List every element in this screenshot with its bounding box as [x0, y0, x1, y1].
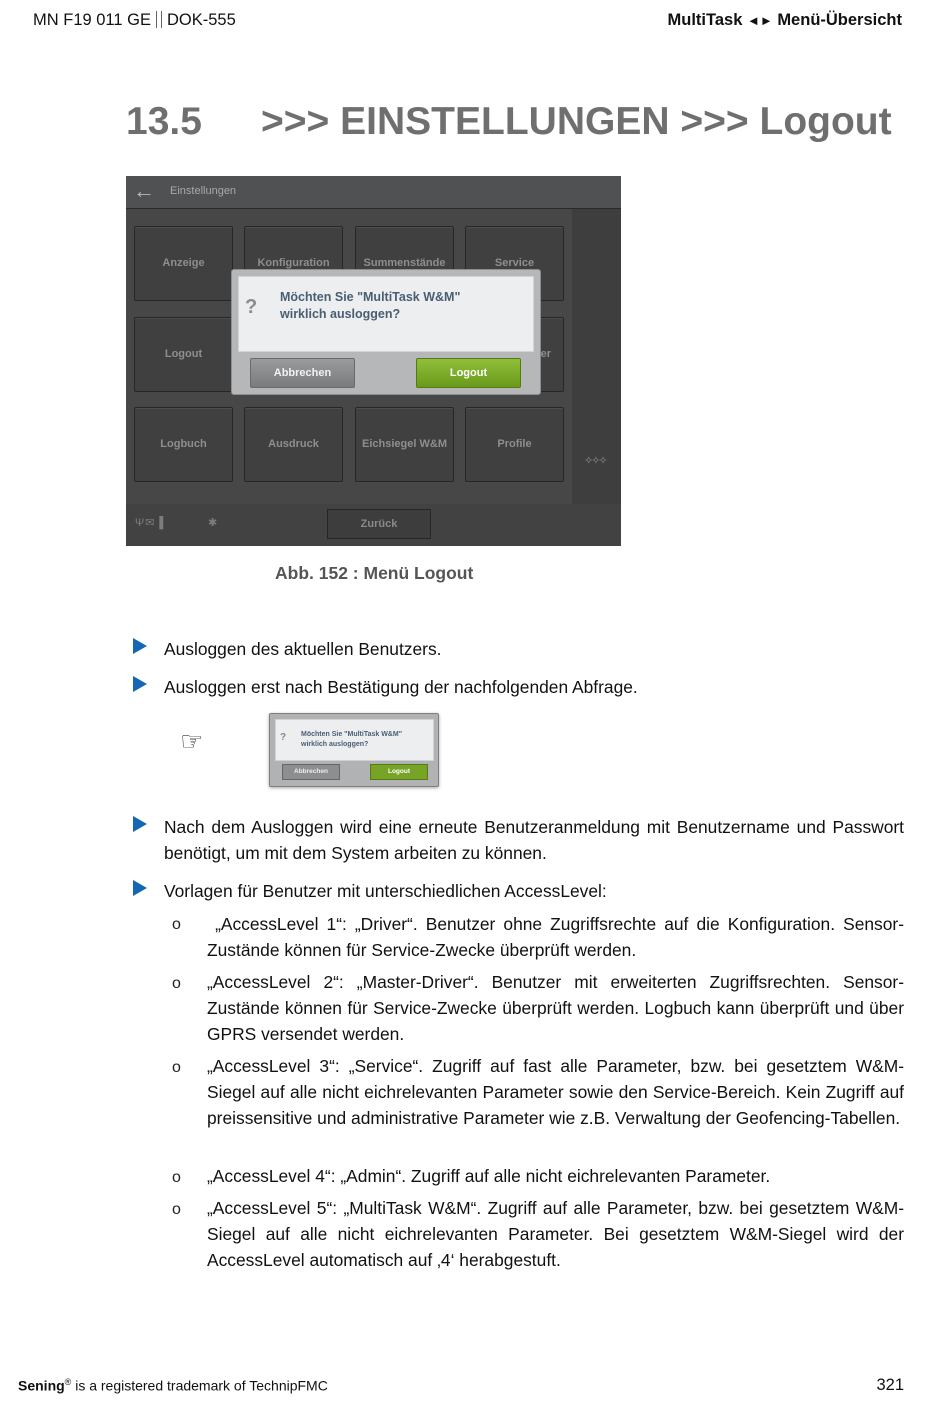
back-arrow-icon[interactable]: ←	[133, 178, 155, 203]
doc-ref: DOK-555	[167, 11, 236, 29]
tile-logbuch[interactable]: Logbuch	[134, 407, 233, 482]
tile-ausdruck[interactable]: Ausdruck	[244, 407, 343, 482]
bullet-arrow-icon	[133, 816, 147, 832]
sub-bullet-marker: o	[172, 916, 181, 933]
sub-bullet-marker: o	[172, 1059, 181, 1076]
footer-trademark-text: is a registered trademark of TechnipFMC	[71, 1377, 328, 1394]
dialog-message-line2: wirklich ausloggen?	[280, 307, 401, 321]
sub-bullet-marker: o	[172, 1201, 181, 1218]
footer-brand: Sening	[18, 1377, 65, 1394]
question-icon: ?	[245, 296, 258, 318]
header-navigation	[668, 11, 902, 30]
tile-profile[interactable]: Profile	[465, 407, 564, 482]
logout-button[interactable]: Logout	[416, 358, 521, 388]
tile-eichsiegel[interactable]: Eichsiegel W&M	[355, 407, 454, 482]
registered-mark: ®	[64, 1377, 72, 1387]
bullet-arrow-icon	[133, 880, 147, 896]
header-separator	[156, 11, 162, 28]
access-level-item: „AccessLevel 3“: „Service“. Zugriff auf fast alle Parameter, bzw. bei gesetztem W&M-Siegel auf alle nicht eichrelevanten Parameter sowie den Service-Bereich. Kein Zugriff auf preissensitive und administrative Parameter wie z.B. Verwaltung der Geofencing-Tabellen.	[207, 1056, 904, 1128]
thumbnail-message-line2: wirklich ausloggen?	[301, 741, 369, 748]
pointing-hand-icon: ☞	[180, 726, 204, 756]
thumbnail-message	[301, 730, 402, 750]
device-screenshot	[126, 176, 621, 546]
nav-section: Menü-Übersicht	[777, 11, 902, 29]
bluetooth-icon: ✱	[208, 517, 218, 529]
thumbnail-abbrechen-button: Abbrechen	[282, 764, 340, 780]
dialog-thumbnail	[269, 713, 439, 787]
section-heading	[126, 100, 892, 144]
doc-id: MN F19 011 GE	[33, 11, 151, 29]
section-title: >>> EINSTELLUNGEN >>> Logout	[261, 100, 892, 143]
tile-partial-label: er	[540, 348, 551, 360]
bullet-text: Nach dem Ausloggen wird eine erneute Benutzeranmeldung mit Benutzername und Passwort benötigt, um mit dem System arbeiten zu können.	[164, 817, 904, 863]
nav-product: MultiTask	[667, 11, 743, 29]
bullet-arrow-icon	[133, 676, 147, 692]
dialog-message-line1: Möchten Sie "MultiTask W&M"	[280, 290, 461, 304]
bullet-arrow-icon	[133, 638, 147, 654]
access-level-item: „AccessLevel 4“: „Admin“. Zugriff auf alle nicht eichrelevanten Parameter.	[207, 1166, 771, 1186]
tile-summenstaende[interactable]: Summenstände	[355, 226, 454, 301]
zurueck-button[interactable]: Zurück	[327, 509, 431, 539]
page-number: 321	[876, 1376, 904, 1394]
thumbnail-logout-button: Logout	[370, 764, 428, 780]
access-level-item: „AccessLevel 2“: „Master-Driver“. Benutzer mit erweiterten Zugriffsrechten. Sensor-Zustände können für Service-Zwecke überprüft werden. Logbuch kann überprüft und über GPRS versendet werden.	[207, 972, 904, 1044]
thumbnail-message-line1: Möchten Sie "MultiTask W&M"	[301, 731, 403, 738]
abbrechen-button[interactable]: Abbrechen	[250, 358, 355, 388]
nav-arrows-icon: ◄►	[746, 13, 773, 28]
header-doc-id	[33, 11, 236, 30]
access-level-item: „AccessLevel 5“: „MultiTask W&M“. Zugriff auf alle Parameter, bzw. bei gesetztem W&M-Siegel auf alle nicht eichrelevanten Parameter. Bei gesetztem W&M-Siegel wird der AccessLevel automatisch auf ‚4‘ herabgestuft.	[207, 1198, 904, 1270]
tile-anzeige[interactable]: Anzeige	[134, 226, 233, 301]
tile-logout[interactable]: Logout	[134, 317, 233, 392]
dialog-message	[280, 289, 460, 323]
bullet-text: Ausloggen erst nach Bestätigung der nachfolgenden Abfrage.	[164, 677, 638, 697]
footer-trademark	[18, 1377, 328, 1394]
section-number: 13.5	[126, 100, 202, 143]
sub-bullet-marker: o	[172, 975, 181, 992]
signal-status-icon: Ψ✉▐	[135, 517, 165, 529]
sub-bullet-marker: o	[172, 1169, 181, 1186]
scroll-down-icon[interactable]: ✧✧✧	[584, 455, 606, 467]
bullet-text: Vorlagen für Benutzer mit unterschiedlichen AccessLevel:	[164, 881, 607, 901]
device-topbar-title: Einstellungen	[170, 185, 237, 197]
access-level-item: „AccessLevel 1“: „Driver“. Benutzer ohne Zugriffsrechte auf die Konfiguration. Sensor-Zustände können für Service-Zwecke überprüft werden.	[207, 914, 904, 960]
tile-service[interactable]: Service	[465, 226, 564, 301]
bullet-text: Ausloggen des aktuellen Benutzers.	[164, 639, 442, 659]
logout-dialog	[231, 269, 541, 395]
tile-konfiguration[interactable]: Konfiguration	[244, 226, 343, 301]
figure-caption: Abb. 152 : Menü Logout	[275, 563, 474, 583]
thumbnail-question-icon: ?	[280, 732, 287, 743]
